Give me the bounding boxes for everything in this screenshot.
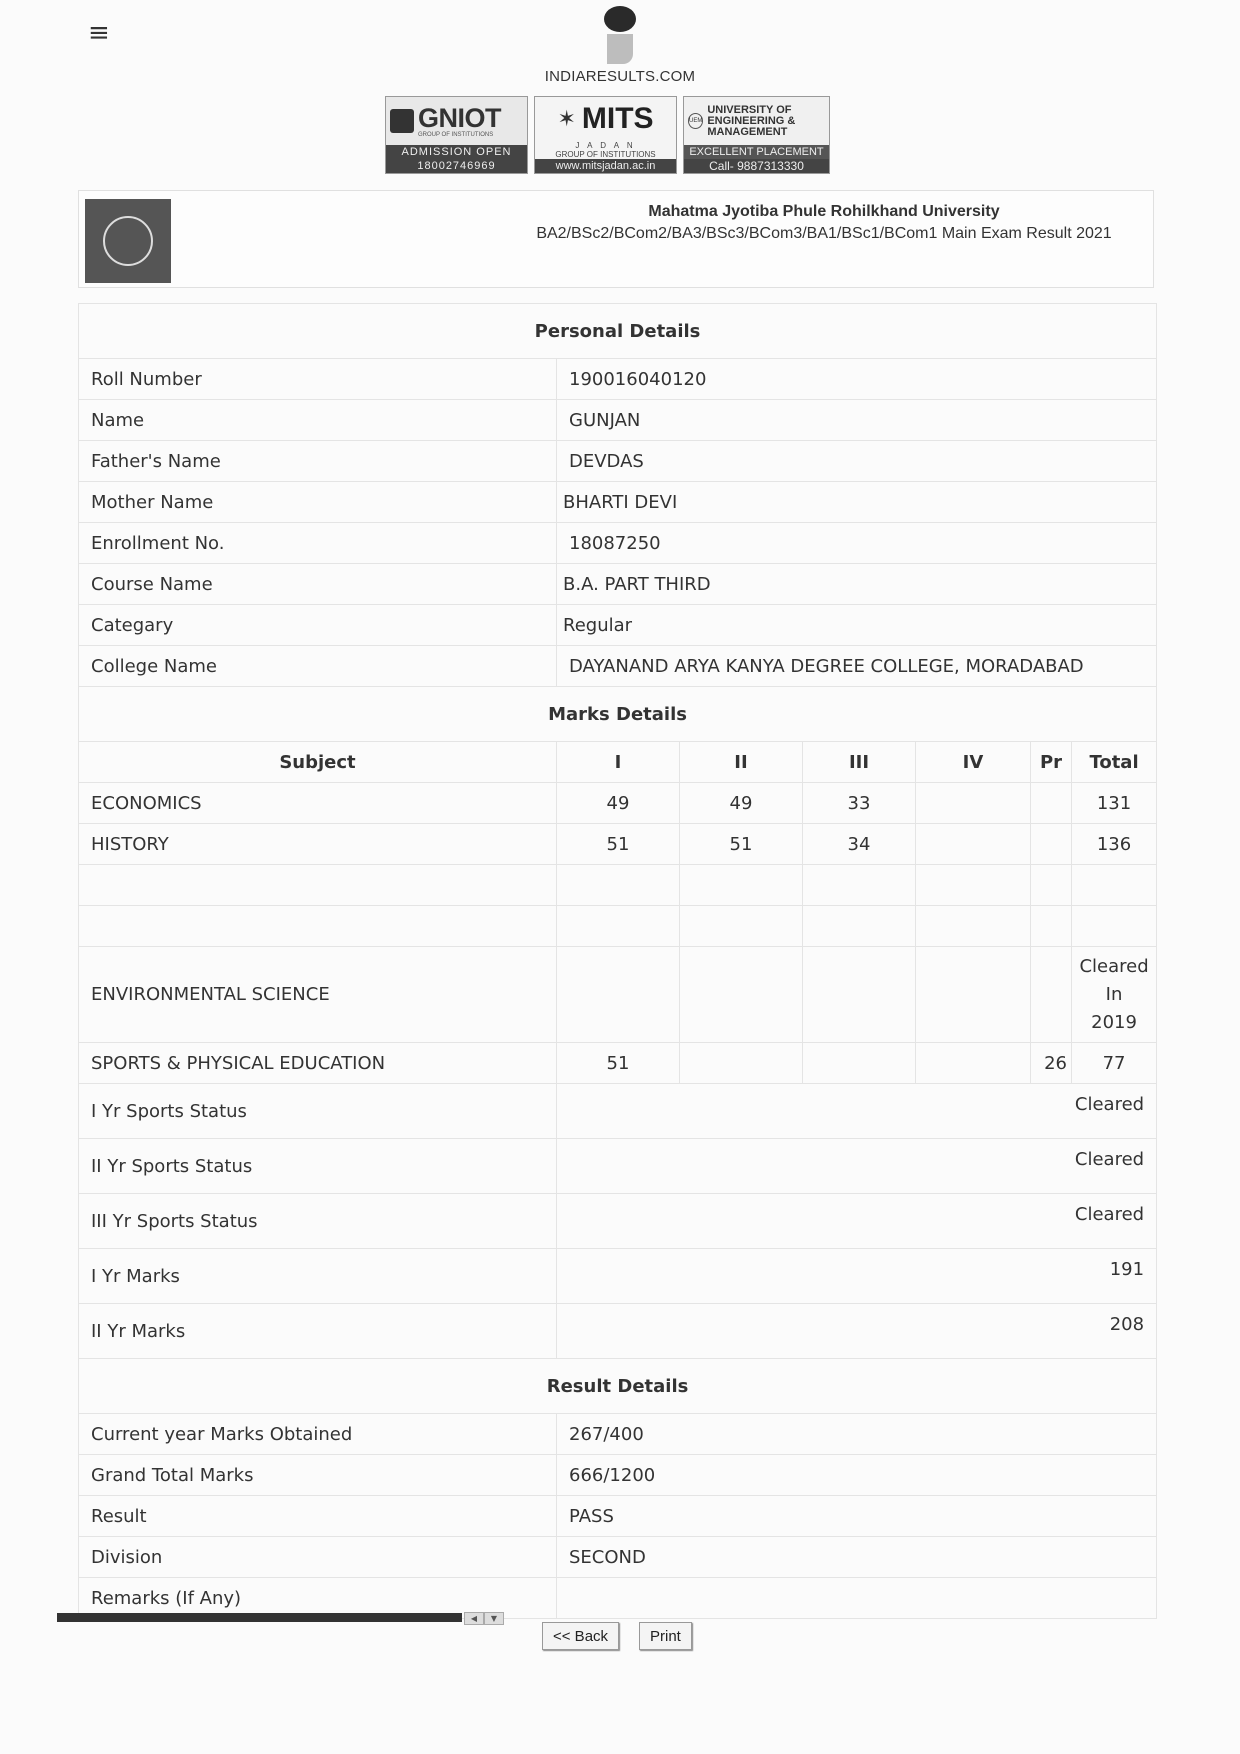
row-label: Course Name [79, 564, 557, 605]
mark-iii: 33 [803, 783, 916, 824]
print-button[interactable]: Print [639, 1622, 692, 1650]
mark-pr: 26 [1031, 1043, 1072, 1084]
scroll-right-icon[interactable]: ▼ [484, 1612, 504, 1625]
ad-gniot-name: GNIOT [418, 102, 501, 133]
table-row [79, 1455, 1157, 1496]
col-iv: IV [916, 742, 1031, 783]
result-value: PASS [557, 1496, 1157, 1537]
row-label: College Name [79, 646, 557, 687]
ad-uem-line2: Call- 9887313330 [684, 159, 829, 173]
env-total-line: 2019 [1091, 1011, 1137, 1033]
remarks-value [557, 1578, 1157, 1619]
name-value: GUNJAN [557, 400, 1157, 441]
marks-details-heading: Marks Details [79, 687, 1157, 742]
subject-name: HISTORY [79, 824, 557, 865]
mark-total: 77 [1072, 1043, 1157, 1084]
mark-iv [916, 824, 1031, 865]
mark-pr [1031, 824, 1072, 865]
table-row [79, 441, 1157, 482]
table-row [79, 1496, 1157, 1537]
mark-i: 51 [557, 1043, 680, 1084]
table-row [79, 646, 1157, 687]
env-science-total [1072, 947, 1157, 1043]
row-label: III Yr Sports Status [79, 1194, 557, 1249]
subject-name: SPORTS & PHYSICAL EDUCATION [79, 1043, 557, 1084]
college-name-value: DAYANAND ARYA KANYA DEGREE COLLEGE, MORADABAD [557, 646, 1157, 687]
ad-mits-tagline: GROUP OF INSTITUTIONS [555, 150, 656, 159]
personal-details-heading: Personal Details [79, 304, 1157, 359]
yr2-marks-value: 208 [557, 1304, 1157, 1359]
exam-title: BA2/BSc2/BCom2/BA3/BSc3/BCom3/BA1/BSc1/BCom1 Main Exam Result 2021 [536, 225, 1112, 242]
scroll-left-icon[interactable]: ◀ [464, 1612, 484, 1625]
yr1-marks-value: 191 [557, 1249, 1157, 1304]
category-value: Regular [557, 605, 1157, 646]
col-subject: Subject [79, 742, 557, 783]
mark-i: 51 [557, 824, 680, 865]
marks-header-row [79, 742, 1157, 783]
ad-uem-name: UNIVERSITY OF ENGINEERING & MANAGEMENT [707, 103, 796, 138]
row-label: II Yr Marks [79, 1304, 557, 1359]
course-name-value: B.A. PART THIRD [557, 564, 1157, 605]
col-iii: III [803, 742, 916, 783]
result-details-heading: Result Details [79, 1359, 1157, 1414]
result-table [78, 303, 1157, 1619]
mark-iii [803, 1043, 916, 1084]
col-ii: II [680, 742, 803, 783]
university-logo-icon [85, 199, 171, 283]
father-name-value: DEVDAS [557, 441, 1157, 482]
row-label: Remarks (If Any) [79, 1578, 557, 1619]
ad-gniot[interactable] [385, 96, 528, 174]
table-row [79, 824, 1157, 865]
mark-pr [1031, 783, 1072, 824]
mits-logo-icon: ✶ [557, 106, 576, 131]
menu-icon[interactable]: ≡ [88, 18, 110, 48]
row-label: Division [79, 1537, 557, 1578]
table-row [79, 906, 1157, 947]
ad-uem-line1: EXCELLENT PLACEMENT [684, 145, 829, 159]
row-label: Name [79, 400, 557, 441]
table-row [79, 947, 1157, 1043]
row-label: Categary [79, 605, 557, 646]
col-i: I [557, 742, 680, 783]
mark-ii [680, 1043, 803, 1084]
row-label: Grand Total Marks [79, 1455, 557, 1496]
enrollment-value: 18087250 [557, 523, 1157, 564]
mark-total: 136 [1072, 824, 1157, 865]
mark-iii: 34 [803, 824, 916, 865]
table-row [79, 1414, 1157, 1455]
mark-ii: 51 [680, 824, 803, 865]
row-label: II Yr Sports Status [79, 1139, 557, 1194]
row-label: Result [79, 1496, 557, 1537]
col-pr: Pr [1031, 742, 1072, 783]
sports-status-3-value: Cleared [557, 1194, 1157, 1249]
subject-name: ENVIRONMENTAL SCIENCE [79, 947, 557, 1043]
mother-name-value: BHARTI DEVI [557, 482, 1157, 523]
indiaresults-logo-icon [603, 6, 637, 66]
table-row [79, 783, 1157, 824]
university-header [78, 190, 1154, 288]
table-row [79, 1304, 1157, 1359]
sports-status-1-value: Cleared [557, 1084, 1157, 1139]
mark-ii: 49 [680, 783, 803, 824]
table-row [79, 865, 1157, 906]
row-label: Roll Number [79, 359, 557, 400]
table-row [79, 1194, 1157, 1249]
grand-total-value: 666/1200 [557, 1455, 1157, 1496]
roll-number-value: 190016040120 [557, 359, 1157, 400]
env-total-line: In [1105, 983, 1123, 1005]
table-row [79, 1537, 1157, 1578]
ad-gniot-line2: 18002746969 [386, 159, 527, 173]
mark-total: 131 [1072, 783, 1157, 824]
mark-i: 49 [557, 783, 680, 824]
ad-banners [385, 96, 830, 176]
row-label: Enrollment No. [79, 523, 557, 564]
table-row [79, 1249, 1157, 1304]
table-row [79, 605, 1157, 646]
horizontal-scrollbar[interactable] [57, 1613, 462, 1622]
ad-uem-badge: UEM [688, 113, 703, 129]
ad-mits[interactable] [534, 96, 677, 174]
row-label: Father's Name [79, 441, 557, 482]
ad-uem[interactable] [683, 96, 830, 174]
ad-gniot-tagline: GROUP OF INSTITUTIONS [418, 131, 494, 138]
university-name: Mahatma Jyotiba Phule Rohilkhand University [648, 203, 1000, 220]
col-total: Total [1072, 742, 1157, 783]
table-row [79, 400, 1157, 441]
row-label: Current year Marks Obtained [79, 1414, 557, 1455]
site-brand[interactable] [0, 6, 1240, 85]
table-row [79, 564, 1157, 605]
mark-iv [916, 1043, 1031, 1084]
mark-iv [916, 783, 1031, 824]
gniot-logo-icon [390, 109, 414, 133]
table-row [79, 1043, 1157, 1084]
table-row [79, 359, 1157, 400]
table-row [79, 523, 1157, 564]
row-label: Mother Name [79, 482, 557, 523]
table-row [79, 1139, 1157, 1194]
ad-mits-url: www.mitsjadan.ac.in [535, 159, 676, 173]
table-row [79, 482, 1157, 523]
row-label: I Yr Sports Status [79, 1084, 557, 1139]
ad-mits-name: MITS [581, 102, 654, 135]
division-value: SECOND [557, 1537, 1157, 1578]
ad-gniot-line1: ADMISSION OPEN [386, 145, 527, 159]
back-button[interactable]: << Back [542, 1622, 619, 1650]
subject-name: ECONOMICS [79, 783, 557, 824]
current-marks-value: 267/400 [557, 1414, 1157, 1455]
sports-status-2-value: Cleared [557, 1139, 1157, 1194]
env-total-line: Cleared [1079, 955, 1149, 977]
row-label: I Yr Marks [79, 1249, 557, 1304]
table-row [79, 1084, 1157, 1139]
site-name: INDIARESULTS.COM [544, 68, 696, 85]
ad-mits-sub: J A D A N [575, 141, 636, 150]
